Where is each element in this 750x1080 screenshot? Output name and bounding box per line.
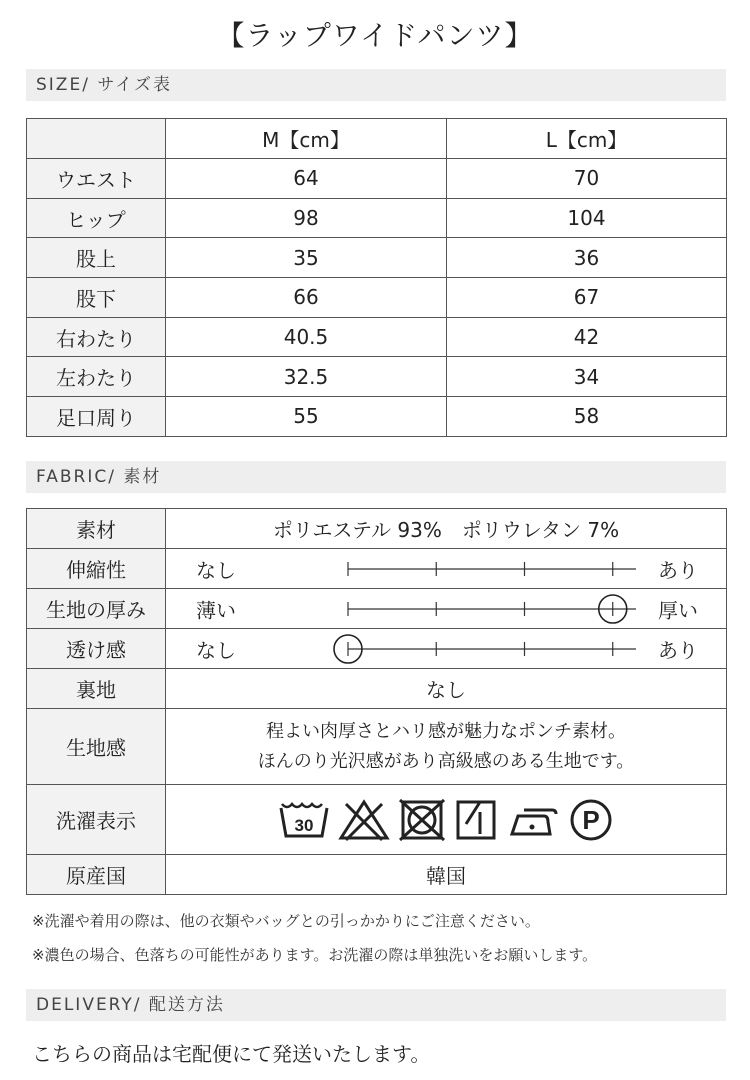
lining-value: なし [166,669,727,709]
table-row [27,317,727,357]
size-value-l: 42 [447,317,727,357]
size-table [26,118,727,437]
stretch-scale-indicator [256,549,636,589]
table-row [27,238,727,278]
row-label: 裏地 [27,669,166,709]
svg-text:P: P [582,804,600,835]
table-row [27,509,727,549]
table-row [27,159,727,199]
feel-line-2: ほんのり光沢感があり高級感のある生地です。 [257,750,635,772]
care-symbols [166,785,727,855]
row-label: 生地の厚み [27,589,166,629]
sheerness-scale-indicator [256,629,636,669]
row-label: 原産国 [27,855,166,895]
column-header-l: L【cm】 [447,119,727,159]
size-value-l: 34 [447,357,727,397]
fabric-table [26,508,727,895]
thickness-scale [166,589,727,629]
table-row [27,198,727,238]
page-title: 【ラップワイドパンツ】 [216,19,534,52]
row-label: 股下 [27,278,166,318]
drip-dry-icon [454,798,498,842]
size-table-corner [27,119,166,159]
iron-low-icon [506,798,560,842]
delivery-section-heading: DELIVERY/ 配送方法 [26,989,726,1021]
table-row [27,278,727,318]
delivery-description: こちらの商品は宅配便にて発送いたします。 [32,1042,431,1066]
row-label: 素材 [27,509,166,549]
size-value-m: 32.5 [166,357,447,397]
size-value-l: 36 [447,238,727,278]
row-label: 足口周り [27,397,166,437]
row-label: 透け感 [27,629,166,669]
table-row [27,785,727,855]
stretch-scale [166,549,727,589]
scale-left-label: 薄い [196,598,236,622]
size-value-l: 58 [447,397,727,437]
row-label: 左わたり [27,357,166,397]
size-value-m: 64 [166,159,447,199]
row-label: 洗濯表示 [27,785,166,855]
size-section-heading: SIZE/ サイズ表 [26,69,726,101]
size-value-m: 40.5 [166,317,447,357]
table-row [27,629,727,669]
size-value-m: 98 [166,198,447,238]
care-note-2: ※濃色の場合、色落ちの可能性があります。お洗濯の際は単独洗いをお願いします。 [32,946,598,964]
row-label: 伸縮性 [27,549,166,589]
sheerness-scale [166,629,727,669]
table-row [27,357,727,397]
table-row [27,855,727,895]
svg-text:30: 30 [294,815,314,835]
row-label: 生地感 [27,709,166,785]
origin-value: 韓国 [166,855,727,895]
table-row [27,709,727,785]
size-value-l: 67 [447,278,727,318]
table-row [27,397,727,437]
material-value: ポリエステル 93% ポリウレタン 7% [166,509,727,549]
fabric-section-heading: FABRIC/ 素材 [26,461,726,493]
table-row [27,549,727,589]
scale-right-label: あり [658,638,698,662]
row-label: ヒップ [27,198,166,238]
table-row [27,669,727,709]
scale-right-label: あり [658,558,698,582]
table-row [27,589,727,629]
row-label: 股上 [27,238,166,278]
scale-left-label: なし [196,558,236,582]
dry-clean-p-icon [568,797,614,843]
wash-30-icon [278,798,330,842]
feel-line-1: 程よい肉厚さとハリ感が魅力なポンチ素材。 [266,720,626,742]
size-value-l: 70 [447,159,727,199]
row-label: ウエスト [27,159,166,199]
no-bleach-icon [338,798,390,842]
scale-right-label: 厚い [658,598,698,622]
thickness-scale-indicator [256,589,636,629]
size-value-m: 35 [166,238,447,278]
size-value-m: 55 [166,397,447,437]
scale-left-label: なし [196,638,236,662]
row-label: 右わたり [27,317,166,357]
fabric-feel-description [166,709,727,785]
column-header-m: M【cm】 [166,119,447,159]
care-note-1: ※洗濯や着用の際は、他の衣類やバッグとの引っかかりにご注意ください。 [32,912,540,930]
size-value-m: 66 [166,278,447,318]
size-value-l: 104 [447,198,727,238]
no-tumble-dry-icon [398,798,446,842]
